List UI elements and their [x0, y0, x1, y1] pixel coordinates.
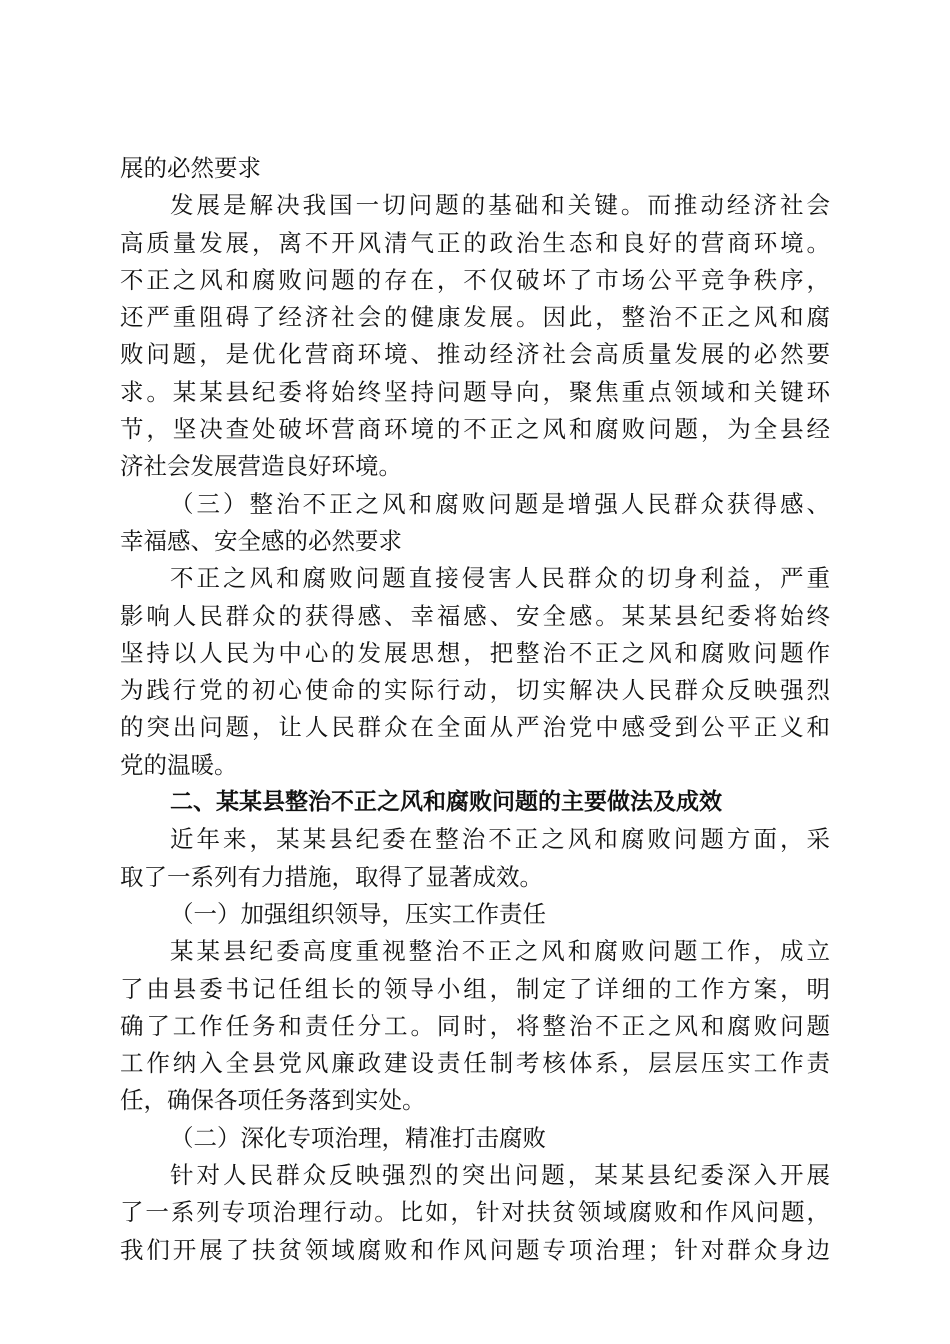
paragraph-line: 不正之风和腐败问题的存在，不仅破坏了市场公平竞争秩序， — [120, 265, 830, 294]
section-heading: 二、某某县整治不正之风和腐败问题的主要做法及成效 — [170, 789, 722, 816]
paragraph-line: 影响人民群众的获得感、幸福感、安全感。某某县纪委将始终 — [120, 601, 830, 630]
heading-continuation: 展的必然要求 — [120, 154, 261, 182]
paragraph-line: 高质量发展，离不开风清气正的政治生态和良好的营商环境。 — [120, 228, 830, 257]
paragraph-line: 不正之风和腐败问题直接侵害人民群众的切身利益，严重 — [170, 564, 830, 593]
paragraph-line: 求。某某县纪委将始终坚持问题导向，聚焦重点领域和关键环 — [120, 377, 830, 406]
paragraph-line: 我们开展了扶贫领域腐败和作风问题专项治理；针对群众身边 — [120, 1235, 830, 1264]
paragraph-line: 工作纳入全县党风廉政建设责任制考核体系，层层压实工作责 — [120, 1049, 830, 1078]
paragraph-line: 坚持以人民为中心的发展思想，把整治不正之风和腐败问题作 — [120, 638, 830, 667]
paragraph-line: 还严重阻碍了经济社会的健康发展。因此，整治不正之风和腐 — [120, 303, 830, 332]
paragraph-line: 了一系列专项治理行动。比如，针对扶贫领域腐败和作风问题， — [120, 1198, 830, 1227]
sub-heading-line: （三）整治不正之风和腐败问题是增强人民群众获得感、 — [170, 489, 830, 518]
paragraph-line: 确了工作任务和责任分工。同时，将整治不正之风和腐败问题 — [120, 1011, 830, 1040]
sub-heading-line: 幸福感、安全感的必然要求 — [120, 526, 402, 555]
sub-heading-line: （二）深化专项治理，精准打击腐败 — [170, 1123, 546, 1152]
paragraph-line: 的突出问题，让人民群众在全面从严治党中感受到公平正义和 — [120, 713, 830, 742]
document-body — [120, 150, 830, 1269]
paragraph-line: 针对人民群众反映强烈的突出问题，某某县纪委深入开展 — [170, 1161, 830, 1190]
paragraph-line: 败问题，是优化营商环境、推动经济社会高质量发展的必然要 — [120, 340, 830, 369]
paragraph-line: 任，确保各项任务落到实处。 — [120, 1086, 426, 1115]
paragraph-line: 济社会发展营造良好环境。 — [120, 452, 402, 481]
paragraph-line: 某某县纪委高度重视整治不正之风和腐败问题工作，成立 — [170, 937, 830, 966]
paragraph-line: 为践行党的初心使命的实际行动，切实解决人民群众反映强烈 — [120, 676, 830, 705]
paragraph-line: 近年来，某某县纪委在整治不正之风和腐败问题方面，采 — [170, 825, 830, 854]
paragraph-line: 节，坚决查处破坏营商环境的不正之风和腐败问题，为全县经 — [120, 415, 830, 444]
paragraph-line: 发展是解决我国一切问题的基础和关键。而推动经济社会 — [170, 191, 830, 220]
paragraph-line: 党的温暖。 — [120, 750, 238, 779]
paragraph-line: 了由县委书记任组长的领导小组，制定了详细的工作方案，明 — [120, 974, 830, 1003]
paragraph-line: 取了一系列有力措施，取得了显著成效。 — [120, 862, 543, 891]
sub-heading-line: （一）加强组织领导，压实工作责任 — [170, 899, 546, 928]
